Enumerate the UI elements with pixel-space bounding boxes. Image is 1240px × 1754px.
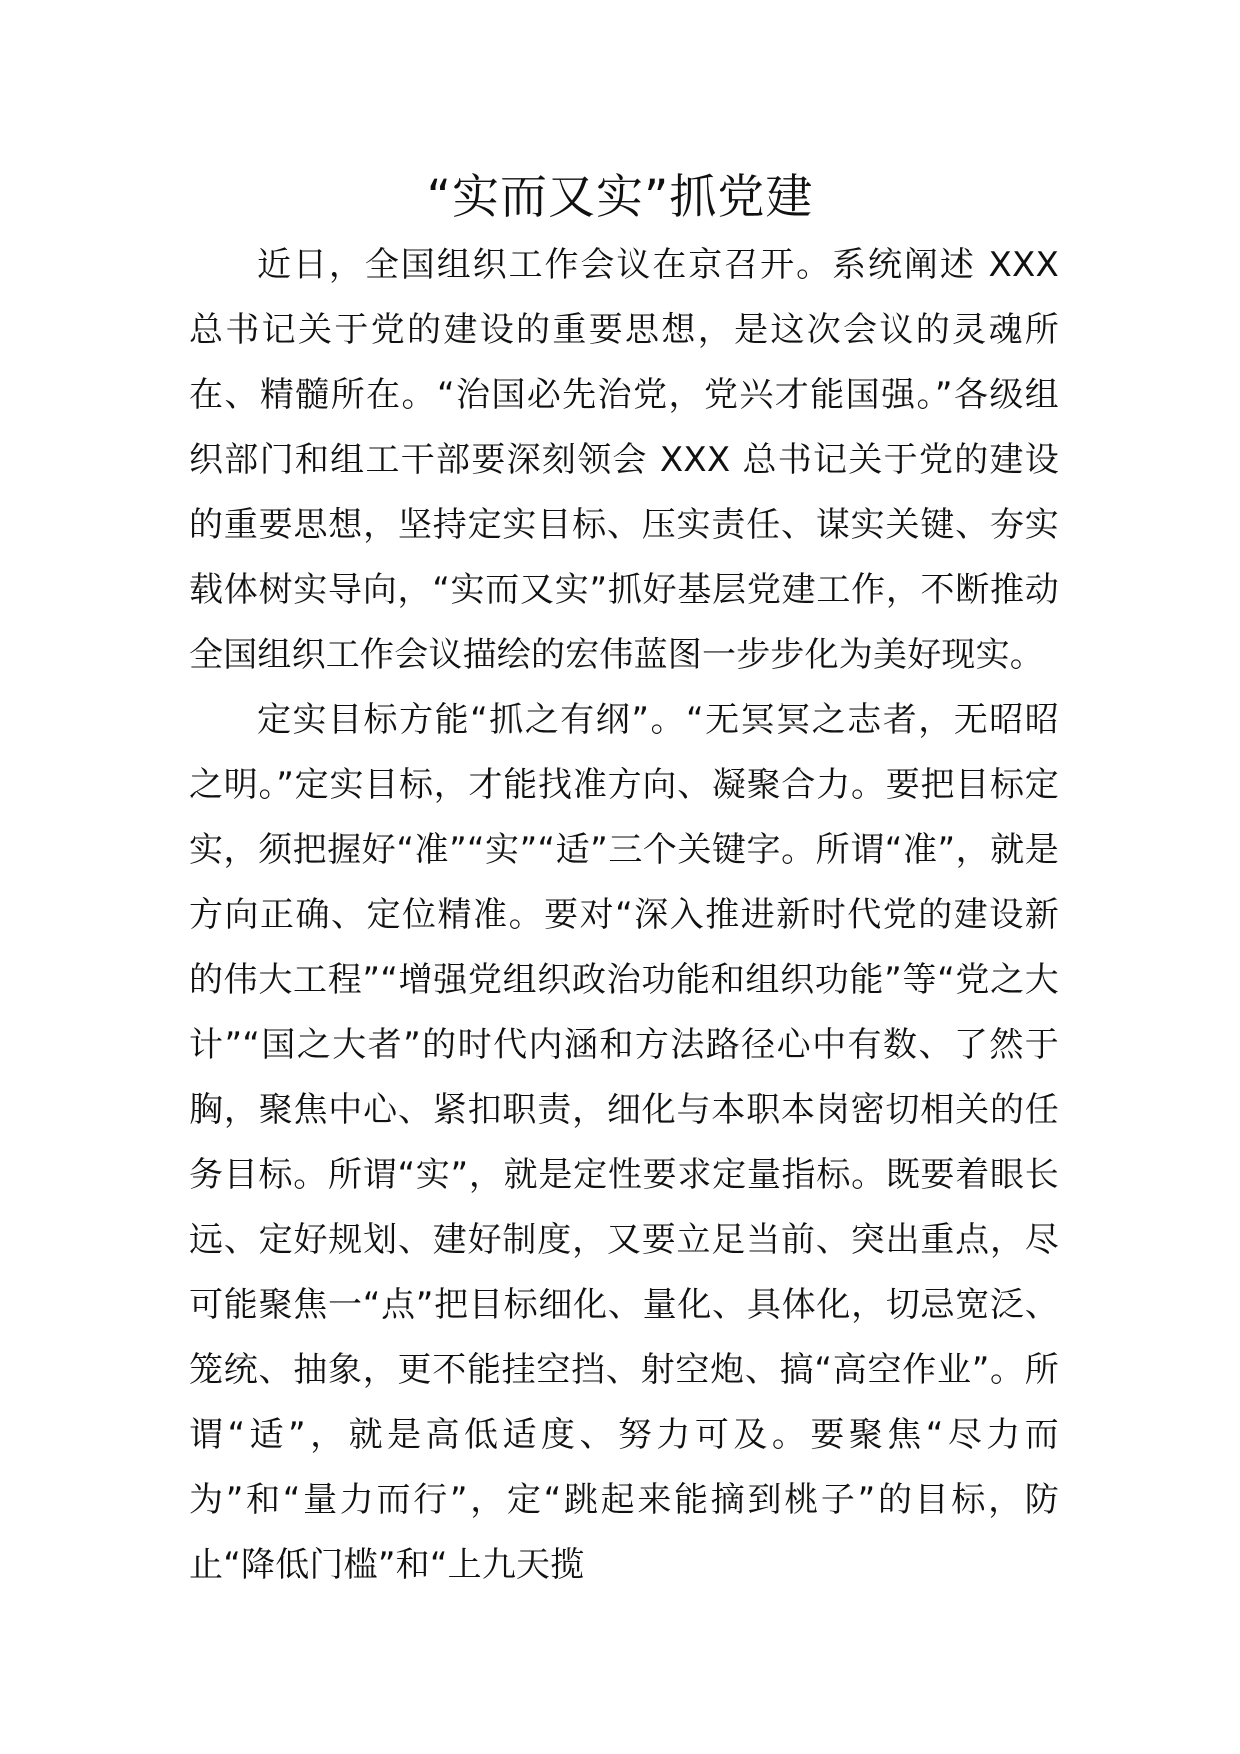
article-body: [189, 233, 1059, 1598]
paragraph-2: 定实目标方能“抓之有纲”。“无冥冥之志者，无昭昭之明。”定实目标，才能找准方向、凝聚合力。要把目标定实，须把握好“准”“实”“适”三个关键字。所谓“准”，就是方向正确、定位精准。要对“深入推进新时代党的建设新的伟大工程”“增强党组织政治功能和组织功能”等“党之大计”“国之大者”的时代内涵和方法路径心中有数、了然于胸，聚焦中心、紧扣职责，细化与本职本岗密切相关的任务目标。所谓“实”，就是定性要求定量指标。既要着眼长远、定好规划、建好制度，又要立足当前、突出重点，尽可能聚焦一“点”把目标细化、量化、具体化，切忌宽泛、笼统、抽象，更不能挂空挡、射空炮、搞“高空作业”。所谓“适”，就是高低适度、努力可及。要聚焦“尽力而为”和“量力而行”，定“跳起来能摘到桃子”的目标，防止“降低门槛”和“上九天揽: [189, 700, 1059, 1585]
page-title: “实而又实”抓党建: [426, 170, 814, 225]
paragraph-1: 近日，全国组织工作会议在京召开。系统阐述 XXX 总书记关于党的建设的重要思想，是这次会议的灵魂所在、精髓所在。“治国必先治党，党兴才能国强。”各级组织部门和组工干部要深刻领会 XXX 总书记关于党的建设的重要思想，坚持定实目标、压实责任、谋实关键、夯实载体树实导向，“实而又实”抓好基层党建工作，不断推动全国组织工作会议描绘的宏伟蓝图一步步化为美好现实。: [189, 245, 1059, 675]
